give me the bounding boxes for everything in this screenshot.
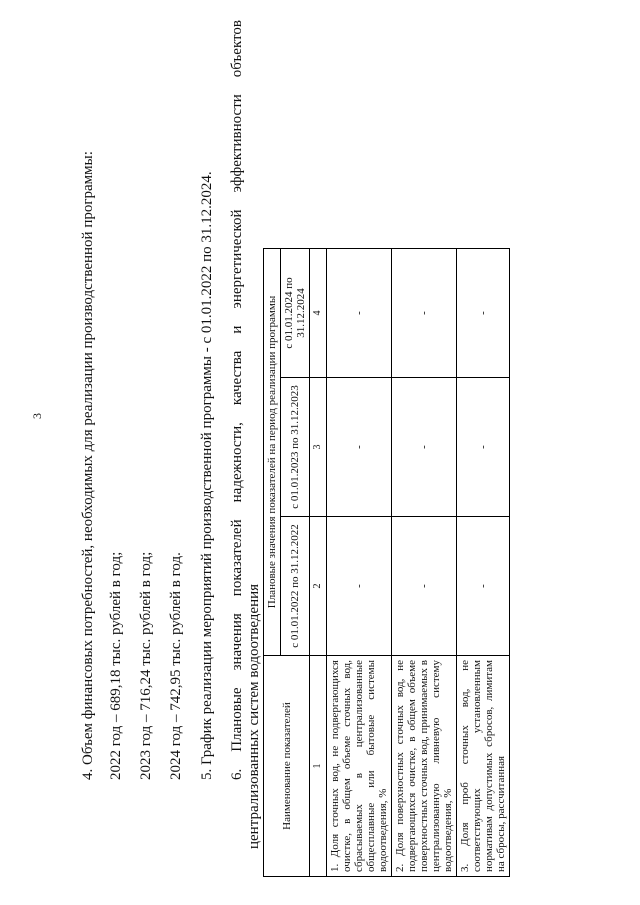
- table-number-row: [310, 249, 327, 877]
- row-2-name: 2. Доля поверхностных сточных вод, не подвергающихся очистке, в общем объеме поверхностных сточных вод, принимаемых в централизованную ливневую систему водоотведения, %: [392, 656, 457, 877]
- row-1-value-2022: -: [327, 517, 392, 656]
- table-row: [392, 249, 457, 877]
- section-6-heading: 6. Плановые значения показателей надежности, качества и энергетической эффективности объектов: [229, 20, 245, 780]
- header-period-2024: с 01.01.2024 по 31.12.2024: [281, 249, 310, 378]
- row-2-value-2022: -: [392, 517, 457, 656]
- row-1-value-2024: -: [327, 249, 392, 378]
- row-1-name: 1. Доля сточных вод, не подвергающихся очистке, в общем объеме сточных вод, сбрасываемых в централизованные общесплавные или бытовые системы водоотведения, %: [327, 656, 392, 877]
- finance-2023: 2023 год – 716,24 тыс. рублей в год;: [138, 551, 154, 780]
- header-indicator-name: Наименование показателей: [264, 656, 310, 877]
- table-row: [327, 249, 392, 877]
- header-planned-values: Плановые значения показателей на период реализации программы: [264, 249, 281, 656]
- table-row: [457, 249, 510, 877]
- row-1-value-2023: -: [327, 378, 392, 517]
- row-3-name: 3. Доля проб сточных вод, не соответствующих установленным нормативам допустимых сбросов, лимитам на сбросы, рассчитанная: [457, 656, 510, 877]
- col-number-3: 3: [310, 378, 327, 517]
- table-header-row: [264, 249, 281, 877]
- col-number-1: 1: [310, 656, 327, 877]
- col-number-2: 2: [310, 517, 327, 656]
- row-3-value-2023: -: [457, 378, 510, 517]
- header-period-2023: с 01.01.2023 по 31.12.2023: [281, 378, 310, 517]
- row-3-value-2022: -: [457, 517, 510, 656]
- col-number-4: 4: [310, 249, 327, 378]
- page-number: 3: [30, 413, 44, 419]
- indicators-table: [263, 248, 510, 877]
- section-5-text: 5. График реализации мероприятий производственной программы - с 01.01.2022 по 31.12.2024.: [199, 171, 215, 780]
- finance-2022: 2022 год – 689,18 тыс. рублей в год;: [108, 551, 124, 780]
- row-2-value-2024: -: [392, 249, 457, 378]
- finance-2024: 2024 год – 742,95 тыс. рублей в год.: [168, 552, 184, 780]
- row-3-value-2024: -: [457, 249, 510, 378]
- row-2-value-2023: -: [392, 378, 457, 517]
- header-period-2022: с 01.01.2022 по 31.12.2022: [281, 517, 310, 656]
- section-4-heading: 4. Объем финансовых потребностей, необходимых для реализации производственной программы:: [80, 151, 96, 780]
- section-6-heading-cont: централизованных систем водоотведения: [246, 583, 262, 849]
